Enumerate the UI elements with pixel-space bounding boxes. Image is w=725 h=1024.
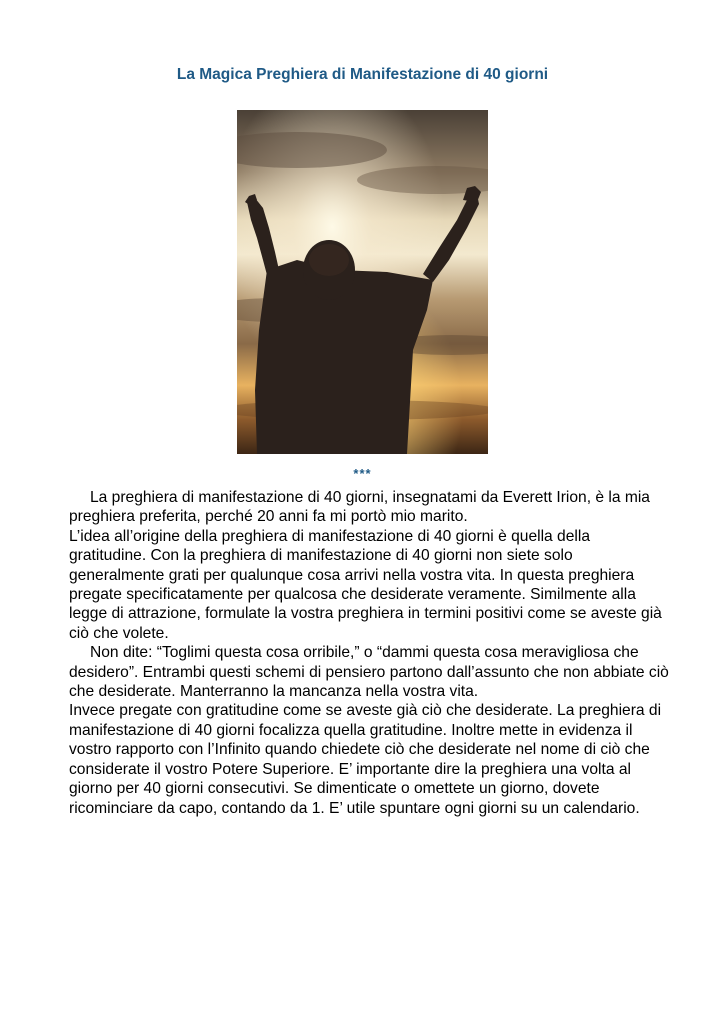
paragraph-1: La preghiera di manifestazione di 40 giorni, insegnatami da Everett Irion, è la mia preghiera preferita, perché 20 anni fa mi portò mio marito. [69, 489, 650, 526]
paragraph-2: L’idea all’origine della preghiera di manifestazione di 40 giorni è quella della gratitudine. Con la preghiera di manifestazione di 40 giorni non siete solo generalmente grati per qualunque cosa arrivi nella vostra vita. In questa preghiera pregate specificatamente per qualcosa che desiderate veramente. Similmente alla legge di attrazione, formulate la vostra preghiera in termini positivi come se aveste già ciò che volete. [69, 527, 662, 642]
page-title: La Magica Preghiera di Manifestazione di 40 giorni [176, 66, 549, 83]
article-body [69, 488, 669, 818]
paragraph-3: Non dite: “Toglimi questa cosa orribile,” o “dammi questa cosa meravigliosa che desidero”. Entrambi questi schemi di pensiero partono dall’assunto che non abbiate ciò che desiderate. Manterranno la mancanza nella vostra vita. [69, 644, 669, 701]
section-separator: *** [353, 466, 372, 481]
man-raising-arms-at-sunset-photo [237, 110, 488, 454]
paragraph-4: Invece pregate con gratitudine come se aveste già ciò che desiderate. La preghiera di manifestazione di 40 giorni focalizza quella gratitudine. Inoltre mette in evidenza il vostro rapporto con l’Infinito quando chiedete ciò che desiderate nel nome di ciò che considerate il vostro Potere Superiore. E’ importante dire la preghiera una volta al giorno per 40 giorni consecutivi. Se dimenticate o omettete un giorno, dovete ricominciare da capo, contando da 1. E’ utile spuntare ogni giorni su un calendario. [69, 702, 662, 817]
